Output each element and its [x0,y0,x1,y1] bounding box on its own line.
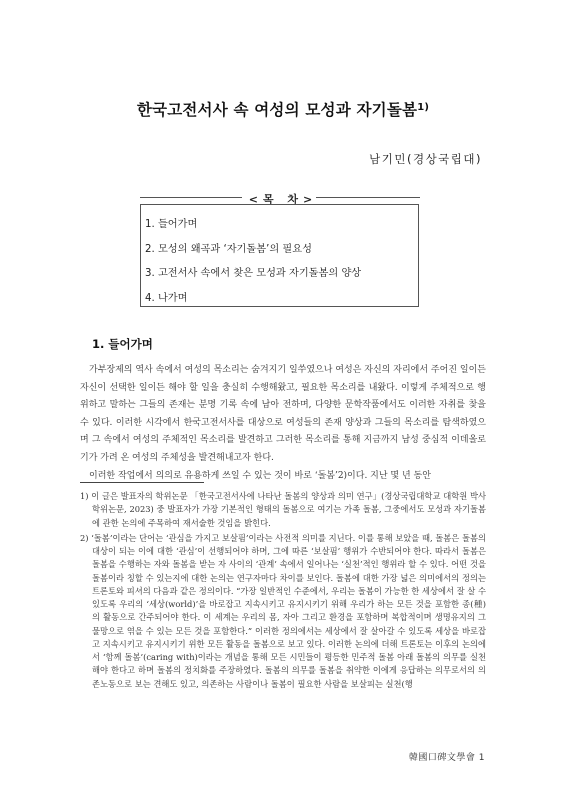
body-paragraph: 이러한 작업에서 의의로 유용하게 쓰일 수 있는 것이 바로 ‘돌봄’2)이다. 지난 몇 년 동안 [89,470,431,481]
body-paragraph: 가부장제의 역사 속에서 여성의 목소리는 숨겨지기 일쑤였으나 여성은 자신의 자리에서 주어진 일이든 자신이 선택한 일이든 해야 할 일을 충실히 수행해왔고, 필요한 목소리를 내왔다. 이렇게 주체적으로 행위하고 말하는 그들의 존재는 분명 기록 속에 남아 전하며, 다양한 문학작품에서도 이러한 자취를 찾을 수 있다. 이러한 시각에서 한국고전서사를 대상으로 여성들의 존재 양상과 그들의 목소리를 탐색하였으며 그 속에서 여성의 주체적인 목소리를 발견하고 그러한 목소리를 통해 지금까지 남성 중심적 이데올로기가 가려 온 여성의 주체성을 발견해내고자 한다. [80,365,486,463]
toc-item-distortion: 2. 모성의 왜곡과 ‘자기돌봄’의 필요성 [145,243,312,255]
table-of-contents [140,204,419,307]
footnotes [80,490,486,693]
title-footnote-marker: 1) [417,102,430,113]
footnote: 1) 이 글은 발표자의 학위논문 「한국고전서사에 나타난 돌봄의 양상과 의미 연구」(경상국립대학교 대학원 박사학위논문, 2023) 중 발표자가 가장 기본적인 형태의 돌봄으로 여기는 가족 돌봄, 그중에서도 모성과 자기돌봄에 관한 논의에 주목하여 재서술한 것임을 밝힌다. [80,491,486,528]
toc-item-intro: 1. 들어가며 [145,219,198,230]
body-text [80,362,486,485]
toc-heading: <목 차> [248,193,318,206]
page-footer: 韓國口碑文學會 1 [408,753,485,763]
toc-rule-right [316,197,420,198]
toc-item-conclusion: 4. 나가며 [145,292,188,304]
toc-item-aspects: 3. 고전서사 속에서 찾은 모성과 자기돌봄의 양상 [145,268,362,279]
footnote-divider [80,482,204,483]
paper-title: 한국고전서사 속 여성의 모성과 자기돌봄$^{1)}$ [136,101,430,119]
section-heading: 1. 들어가며 [92,337,153,351]
footnote: 2) ‘돌봄’이라는 단어는 ‘관심을 가지고 보살핌’이라는 사전적 의미를 지닌다. 이를 통해 보았을 때, 돌봄은 돌봄의 대상이 되는 이에 대한 ‘관심’이 선행되어야 하며, 그에 따른 ‘보살핌’ 행위가 수반되어야 한다. 따라서 돌봄은 돌봄을 수행하는 자와 돌봄을 받는 자 사이의 ‘관계’ 속에서 일어나는 ‘실천’적인 행위라 할 수 있다. 어떤 것을 돌봄이라 칭할 수 있는지에 대한 논의는 연구자마다 차이를 보인다. 돌봄에 대한 가장 넓은 의미에서의 정의는 트론토와 피셔의 다음과 같은 정의이다. “가장 일반적인 수준에서, 우리는 돌봄이 가능한 한 세상에서 잘 살 수 있도록 우리의 ‘세상(world)’을 바로잡고 지속시키고 유지시키기 위해 우리가 하는 모든 것을 포함한 종(種)의 활동으로 간주되어야 한다. 이 세계는 우리의 몸, 자아 그리고 환경을 포함하며 복합적이며 생명유지의 그물망으로 엮을 수 있는 모든 것을 포함한다.” 이러한 정의에서는 세상에서 잘 살아갈 수 있도록 세상을 바로잡고 지속시키고 유지시키기 위한 모든 활동을 돌봄으로 보고 있다. 이러한 논의에 더해 트론토는 이후의 논의에서 ‘함께 돌봄’(caring with)이라는 개념을 통해 모든 시민들이 평등한 민주적 돌봄 아래 돌봄의 의무를 실천해야 한다고 하며 돌봄의 정치화를 주장하였다. 돌봄의 의무를 돌봄을 취약한 이에게 응답하는 의무로서의 의존노동으로 보는 견해도 있고, 의존하는 사람이나 돌봄이 필요한 사람을 보살피는 실천(행 [80,532,486,689]
author: 남기민(경상국립대) [369,152,482,166]
